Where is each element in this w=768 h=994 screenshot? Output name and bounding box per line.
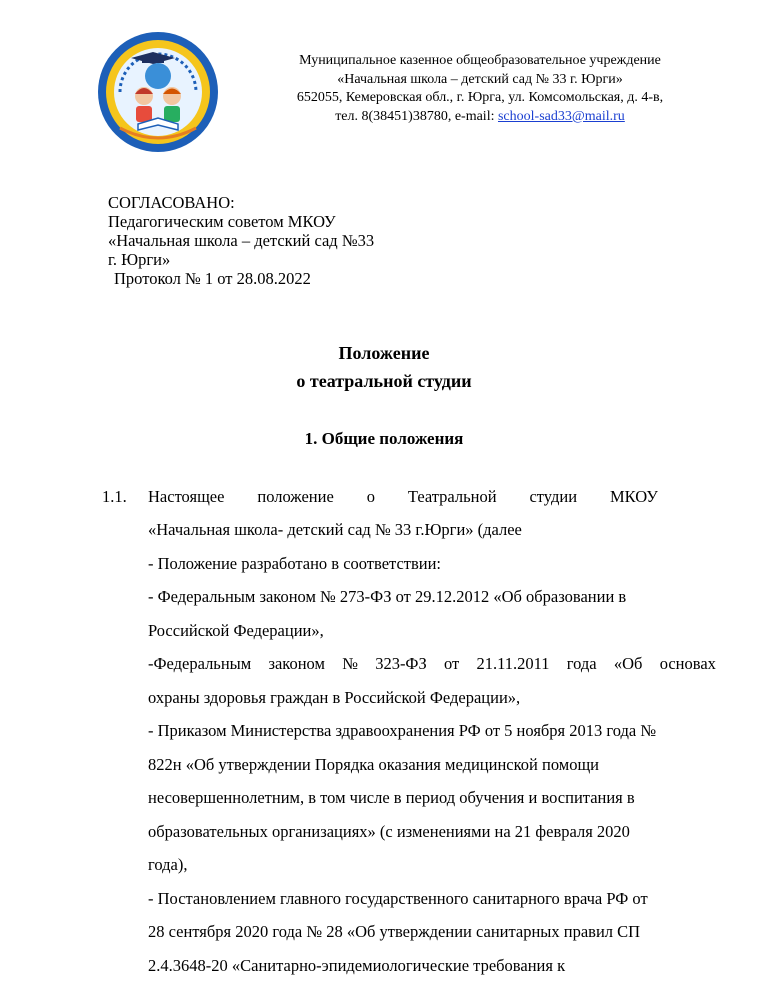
approval-block [108,193,374,288]
clause-line: несовершеннолетним, в том числе в период обучения и воспитания в [148,788,635,807]
approval-city: г. Юрги» [108,250,171,269]
document-title: Положение [338,343,430,363]
clause-line: «Начальная школа- детский сад № 33 г.Юрги» (далее [148,520,522,539]
clause-line: 2.4.3648-20 «Санитарно-эпидемиологические требования к [148,956,566,975]
approval-heading: СОГЛАСОВАНО: [108,193,235,212]
word: года [566,654,597,673]
word: № [342,654,358,673]
word: -Федеральным [148,654,252,673]
word: от [443,654,460,673]
clause-line: - Постановлением главного государственного санитарного врача РФ от [148,889,648,908]
approval-council: Педагогическим советом МКОУ [108,212,336,231]
header-phone: тел. 8(38451)38780, e-mail: [335,108,498,124]
clause-line: Российской Федерации», [148,621,324,640]
word: Театральной [407,487,497,506]
word: студии [529,487,578,506]
word: МКОУ [610,487,658,506]
header-line-1: Муниципальное казенное общеобразовательное учреждение [299,53,661,68]
clause-line: - Приказом Министерства здравоохранения РФ от 5 ноября 2013 года № [148,721,657,740]
approval-school: «Начальная школа – детский сад №33 [108,231,375,250]
clause-line: - Положение разработано в соответствии: [148,554,442,573]
clause-line: года), [148,855,188,874]
word: положение [257,487,334,506]
word: «Об [613,654,643,673]
email-link[interactable]: school-sad33@mail.ru [497,108,625,124]
clause-line: 822н «Об утверждении Порядка оказания медицинской помощи [148,755,599,774]
document-subtitle: о театральной студии [296,371,472,391]
clause-line-justified [148,654,716,674]
clause-line-1 [148,487,658,507]
header-address: 652055, Кемеровская обл., г. Юрга, ул. Комсомольская, д. 4-в, [296,90,664,105]
institution-header [270,52,690,126]
clause-number: 1.1. [102,487,127,506]
clause-line: 28 сентября 2020 года № 28 «Об утверждении санитарных правил СП [148,922,641,941]
word: о [366,487,375,506]
clause-line: охраны здоровья граждан в Российской Федерации», [148,688,521,707]
clause-line: образовательных организациях» (с изменениями на 21 февраля 2020 [148,822,630,841]
header-line-2: «Начальная школа – детский сад № 33 г. Юрги» [337,71,623,87]
word: законом [268,654,325,673]
word: Настоящее [148,487,225,506]
word: 323-ФЗ [375,654,427,673]
approval-protocol: Протокол № 1 от 28.08.2022 [114,269,311,288]
header-contacts [270,108,690,127]
word: основах [659,654,716,673]
section-heading: 1. Общие положения [304,429,464,448]
word: 21.11.2011 [476,654,550,673]
school-logo [96,30,220,154]
clause-line: - Федеральным законом № 273-ФЗ от 29.12.2012 «Об образовании в [148,587,627,606]
